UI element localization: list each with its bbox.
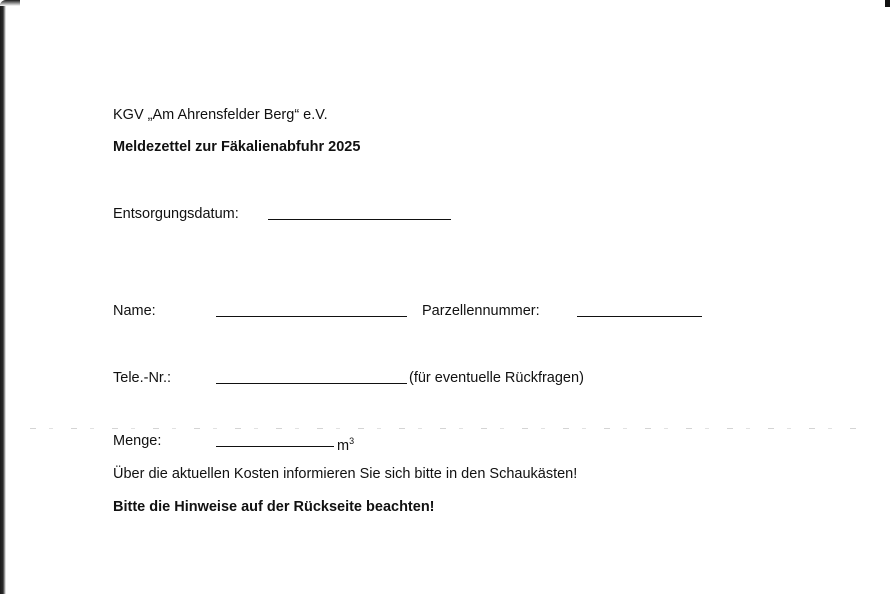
scan-edge-top <box>0 0 20 6</box>
phone-field-line[interactable] <box>216 383 407 384</box>
amount-label: Menge: <box>113 433 162 449</box>
name-label: Name: <box>113 303 156 319</box>
reverse-side-note: Bitte die Hinweise auf der Rückseite beachten! <box>113 499 435 515</box>
amount-unit <box>337 432 354 455</box>
parcel-field-line[interactable] <box>577 316 702 317</box>
date-field-line[interactable] <box>268 219 451 220</box>
name-field-line[interactable] <box>216 316 407 317</box>
costs-note: Über die aktuellen Kosten informieren Sie sich bitte in den Schaukästen! <box>113 466 578 482</box>
amount-unit-base: m <box>337 438 350 454</box>
form-title: Meldezettel zur Fäkalienabfuhr 2025 <box>113 139 361 155</box>
amount-field-line[interactable] <box>216 446 334 447</box>
date-label: Entsorgungsdatum: <box>113 206 239 222</box>
phone-label: Tele.-Nr.: <box>113 370 172 386</box>
scan-noise-line <box>30 428 860 429</box>
parcel-label: Parzellennummer: <box>422 303 540 319</box>
club-name: KGV „Am Ahrensfelder Berg“ e.V. <box>113 107 328 123</box>
scan-corner-right <box>885 0 890 7</box>
phone-note: (für eventuelle Rückfragen) <box>409 370 584 386</box>
scan-edge-left <box>0 0 6 594</box>
amount-unit-exponent: 3 <box>349 436 355 446</box>
